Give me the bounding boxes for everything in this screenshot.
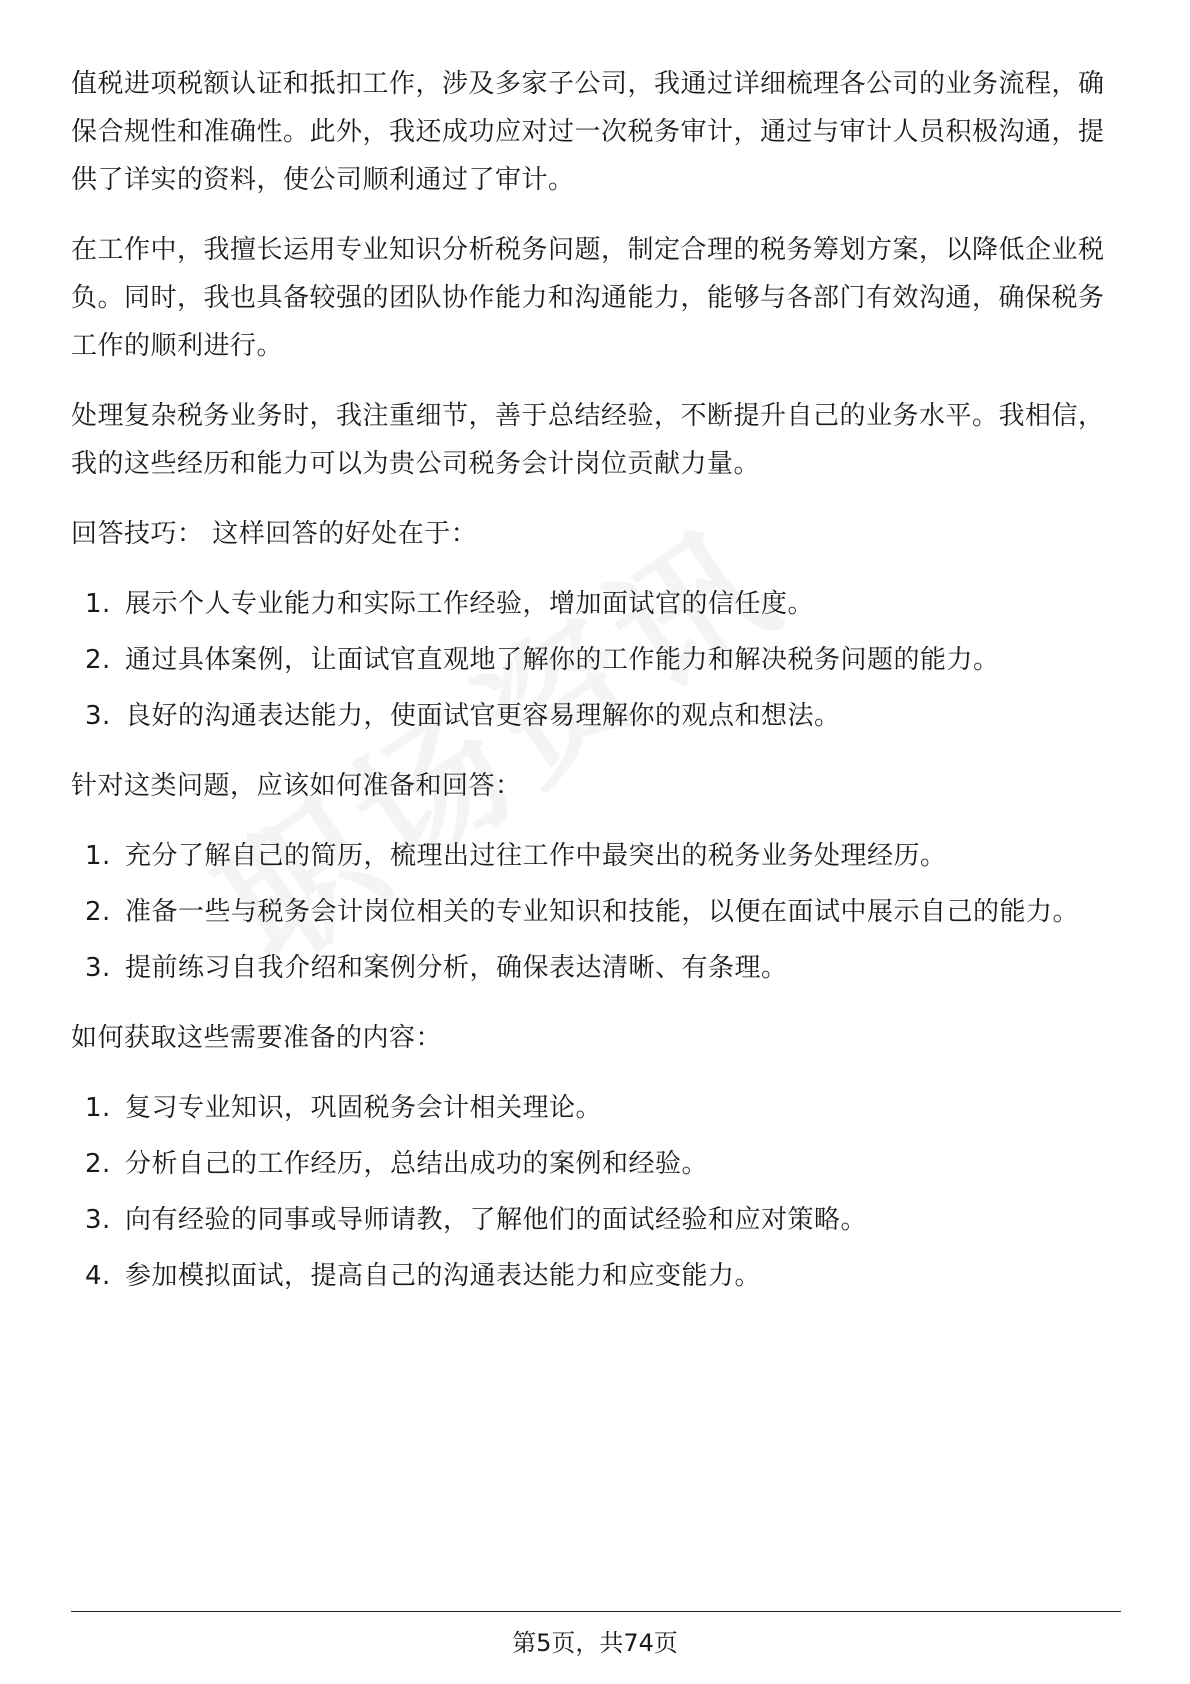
list-number: 1. (85, 589, 111, 619)
list-item (71, 580, 1121, 628)
list-number: 2. (85, 645, 111, 675)
list-number: 1. (85, 1093, 111, 1123)
list-item (71, 888, 1121, 936)
list-number: 2. (85, 1149, 111, 1179)
list-item (71, 1252, 1121, 1300)
list-item-text: 充分了解自己的简历，梳理出过往工作中最突出的税务业务处理经历。 (125, 841, 947, 871)
prepare-heading: 针对这类问题，应该如何准备和回答： (71, 771, 522, 801)
paragraph-continued: 值税进项税额认证和抵扣工作，涉及多家子公司，我通过详细梳理各公司的业务流程，确保合规性和准确性。此外，我还成功应对过一次税务审计，通过与审计人员积极沟通，提供了详实的资料，使公司顺利通过了审计。 (71, 69, 1105, 195)
list-item-text: 准备一些与税务会计岗位相关的专业知识和技能，以便在面试中展示自己的能力。 (125, 897, 1080, 927)
list-item-text: 展示个人专业能力和实际工作经验，增加面试官的信任度。 (125, 589, 815, 619)
list-item (71, 1084, 1121, 1132)
list-item (71, 832, 1121, 880)
list-item-text: 向有经验的同事或导师请教，了解他们的面试经验和应对策略。 (125, 1205, 868, 1235)
list-item-text: 良好的沟通表达能力，使面试官更容易理解你的观点和想法。 (125, 701, 841, 731)
list-item (71, 944, 1121, 992)
list-item-text: 提前练习自我介绍和案例分析，确保表达清晰、有条理。 (125, 953, 788, 983)
list-item-text: 参加模拟面试，提高自己的沟通表达能力和应变能力。 (125, 1261, 762, 1291)
list-item-text: 复习专业知识，巩固税务会计相关理论。 (125, 1093, 603, 1123)
list-item-text: 通过具体案例，让面试官直观地了解你的工作能力和解决税务问题的能力。 (125, 645, 1000, 675)
list-item-text: 分析自己的工作经历，总结出成功的案例和经验。 (125, 1149, 709, 1179)
list-number: 3. (85, 953, 111, 983)
tips-list (71, 580, 1121, 740)
paragraph-summary: 处理复杂税务业务时，我注重细节，善于总结经验，不断提升自己的业务水平。我相信，我的这些经历和能力可以为贵公司税务会计岗位贡献力量。 (71, 401, 1105, 479)
list-number: 4. (85, 1261, 111, 1291)
list-number: 3. (85, 1205, 111, 1235)
prepare-list (71, 832, 1121, 992)
list-number: 3. (85, 701, 111, 731)
page-number: 第5页，共74页 (512, 1629, 678, 1657)
list-number: 2. (85, 897, 111, 927)
list-item (71, 636, 1121, 684)
list-item (71, 692, 1121, 740)
obtain-heading: 如何获取这些需要准备的内容： (71, 1023, 443, 1053)
paragraph-skills: 在工作中，我擅长运用专业知识分析税务问题，制定合理的税务筹划方案，以降低企业税负。同时，我也具备较强的团队协作能力和沟通能力，能够与各部门有效沟通，确保税务工作的顺利进行。 (71, 235, 1105, 361)
list-number: 1. (85, 841, 111, 871)
footer-divider (71, 1611, 1121, 1612)
page-content (71, 60, 1121, 1322)
list-item (71, 1196, 1121, 1244)
list-item (71, 1140, 1121, 1188)
tips-heading: 回答技巧： 这样回答的好处在于： (71, 519, 478, 549)
obtain-list (71, 1084, 1121, 1300)
